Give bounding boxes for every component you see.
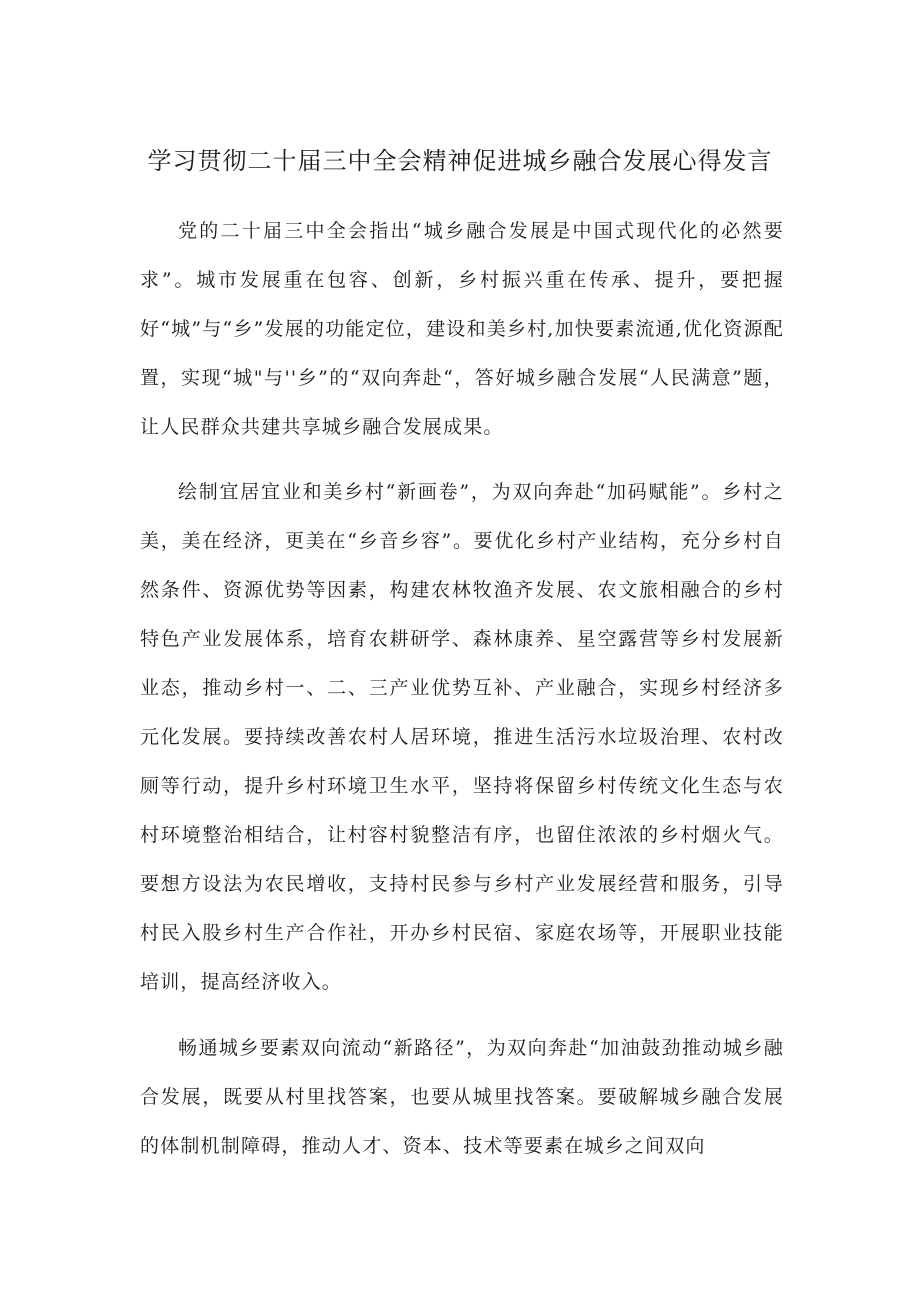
document-title: 学习贯彻二十届三中全会精神促进城乡融合发展心得发言 <box>147 147 773 175</box>
paragraph-2: 绘制宜居宜业和美乡村“新画卷”，为双向奔赴“加码赋能”。乡村之美，美在经济，更美在“乡音乡容”。要优化乡村产业结构，充分乡村自然条件、资源优势等因素，构建农林牧渔齐发展、农文旅相融合的乡村特色产业发展体系，培育农耕研学、森林康养、星空露营等乡村发展新业态，推动乡村一、二、三产业优势互补、产业融合，实现乡村经济多元化发展。要持续改善农村人居环境，推进生活污水垃圾治理、农村改厕等行动，提升乡村环境卫生水平，坚持将保留乡村传统文化生态与农村环境整治相结合，让村容村貌整洁有序，也留住浓浓的乡村烟火气。要想方设法为农民增收，支持村民参与乡村产业发展经营和服务，引导村民入股乡村生产合作社，开办乡村民宿、家庭农场等，开展职业技能培训，提高经济收入。 <box>140 481 784 993</box>
paragraph-3: 畅通城乡要素双向流动“新路径”，为双向奔赴“加油鼓劲推动城乡融合发展，既要从村里找答案，也要从城里找答案。要破解城乡融合发展的体制机制障碍，推动人才、资本、技术等要素在城乡之间双向 <box>140 1037 784 1157</box>
paragraph-1: 党的二十届三中全会指出“城乡融合发展是中国式现代化的必然要求”。城市发展重在包容、创新，乡村振兴重在传承、提升，要把握好“城”与“乡”发展的功能定位，建设和美乡村,加快要素流通,优化资源配置，实现“城"与''乡”的“双向奔赴“，答好城乡融合发展“人民满意”题，让人民群众共建共享城乡融合发展成果。 <box>140 220 784 438</box>
